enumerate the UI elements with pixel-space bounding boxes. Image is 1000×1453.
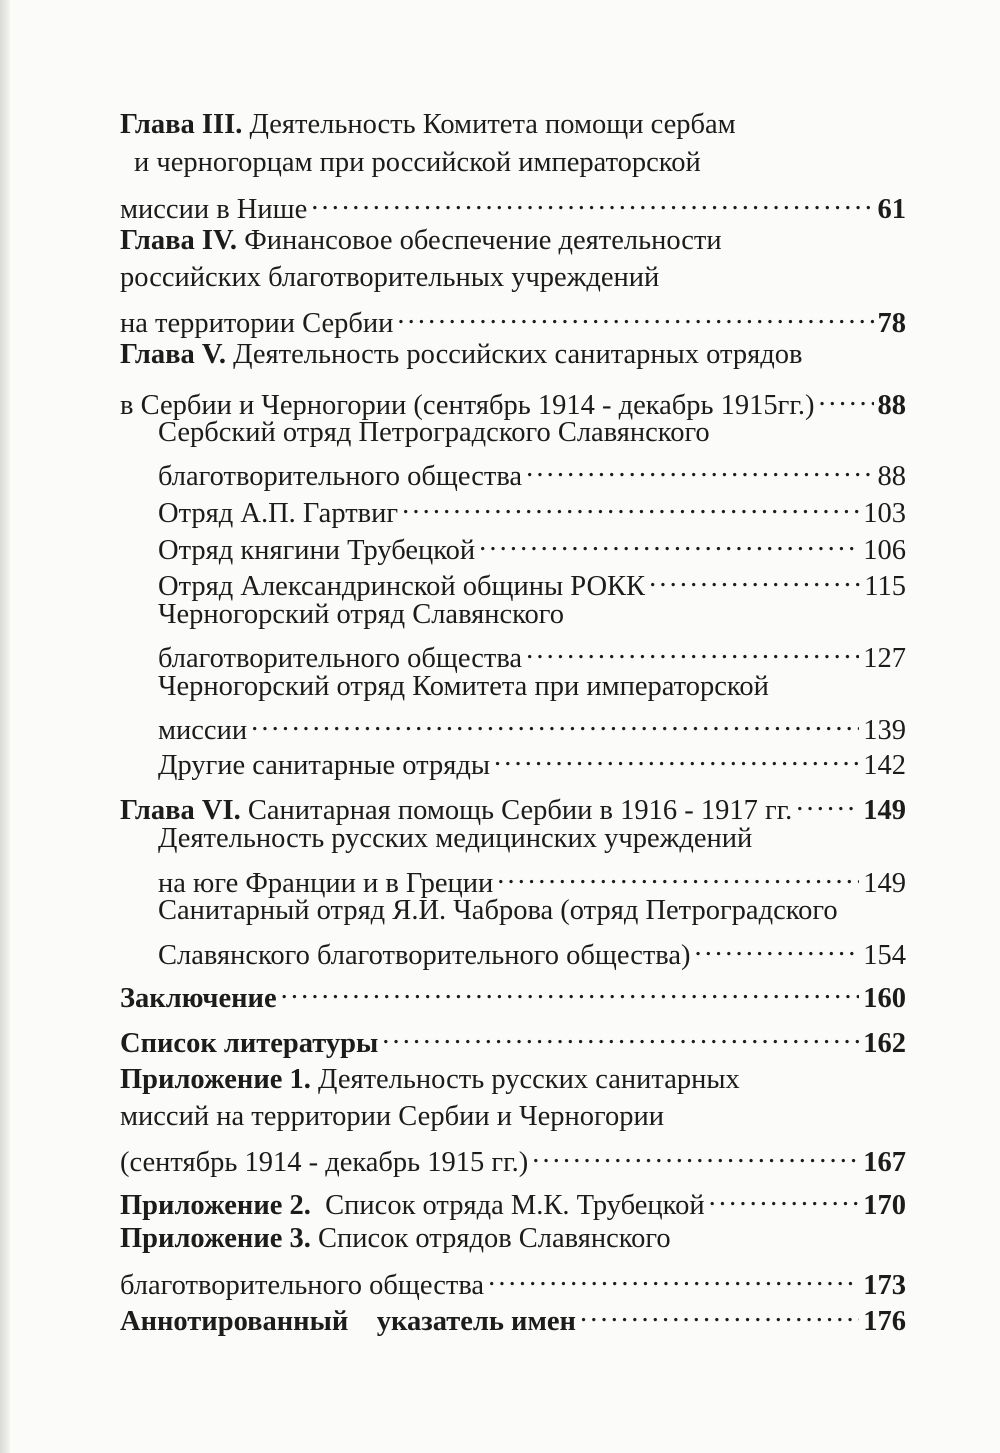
section-title: Отряд княгини Трубецкой <box>158 535 476 566</box>
dot-leader <box>497 858 859 892</box>
section-title: Отряд Александринской общины РОКК <box>158 571 646 602</box>
dot-leader <box>382 1018 859 1052</box>
chapter-title-cont: миссии в Нише <box>120 194 308 225</box>
toc-conclusion <box>120 973 906 1014</box>
toc-chapter-5-line-1 <box>120 338 906 372</box>
dot-leader <box>251 705 859 739</box>
toc-chapter-3-line-3 <box>120 184 906 225</box>
page-number: 173 <box>863 1270 906 1301</box>
toc-bibliography <box>120 1018 906 1059</box>
toc-section-montenegrin-slavic-line-1 <box>158 598 906 632</box>
appendix-title-cont: (сентябрь 1914 - декабрь 1915 гг.) <box>120 1147 529 1178</box>
appendix-title-cont: благотворительного общества <box>120 1270 485 1301</box>
page-number: 139 <box>863 715 906 746</box>
toc-chapter-6 <box>120 785 906 826</box>
toc-section-trubetskaya <box>158 525 906 566</box>
dot-leader <box>580 1296 859 1330</box>
toc-section-serbian-detachment-line-2 <box>158 451 906 492</box>
section-title-cont: благотворительного общества <box>158 461 523 492</box>
appendix-title: Список отряда М.К. Трубецкой <box>325 1190 705 1221</box>
chapter-label: Глава III. <box>120 109 243 140</box>
toc-chapter-5-line-2 <box>120 380 906 421</box>
page-edge-shadow <box>0 0 10 1453</box>
section-title: Деятельность русских медицинских учреждений <box>158 823 753 854</box>
page-number: 106 <box>863 535 906 566</box>
page-number: 127 <box>863 643 906 674</box>
page-number: 78 <box>877 308 906 339</box>
appendix-label: Приложение 3. <box>120 1223 311 1254</box>
toc-section-france-greece-line-1 <box>158 822 906 856</box>
entry-title: Аннотированный указатель имен <box>120 1306 576 1337</box>
page-number: 149 <box>863 868 906 899</box>
page-number: 162 <box>863 1028 906 1059</box>
dot-leader <box>479 525 859 559</box>
page-number: 142 <box>863 750 906 781</box>
page-number: 176 <box>863 1306 906 1337</box>
dot-leader <box>649 561 860 595</box>
dot-leader <box>494 740 859 774</box>
appendix-title: Список отрядов Славянского <box>318 1223 671 1254</box>
dot-leader <box>402 488 859 522</box>
chapter-title: Санитарная помощь Сербии в 1916 - 1917 гг. <box>247 795 793 826</box>
dot-leader <box>532 1137 859 1171</box>
chapter-title-cont: российских благотворительных учреждений <box>120 262 660 293</box>
toc-section-montenegrin-slavic-line-2 <box>158 633 906 674</box>
dot-leader <box>526 633 859 667</box>
dot-leader <box>488 1260 859 1294</box>
toc-section-france-greece-line-2 <box>158 858 906 899</box>
dot-leader <box>709 1180 860 1214</box>
toc-appendix-1-line-2 <box>120 1100 906 1134</box>
toc-chapter-4-line-1 <box>120 224 906 258</box>
page-number: 170 <box>863 1190 906 1221</box>
chapter-title: Деятельность российских санитарных отрядов <box>233 339 803 370</box>
chapter-label: Глава VI. <box>120 795 241 826</box>
section-title-cont: миссии <box>158 715 248 746</box>
toc-appendix-1-line-1 <box>120 1063 906 1097</box>
toc-chapter-4-line-2 <box>120 261 906 295</box>
section-title: Черногорский отряд Комитета при императорской <box>158 671 769 702</box>
chapter-title: Деятельность Комитета помощи сербам <box>249 109 736 140</box>
dot-leader <box>281 973 860 1007</box>
chapter-title-cont: в Сербии и Черногории (сентябрь 1914 - декабрь 1915гг.) <box>120 390 815 421</box>
toc-section-other-detachments <box>158 740 906 781</box>
toc-name-index <box>120 1296 906 1337</box>
section-title: Отряд А.П. Гартвиг <box>158 498 399 529</box>
page-number: 103 <box>863 498 906 529</box>
toc-section-montenegrin-committee-line-1 <box>158 670 906 704</box>
section-title: Сербский отряд Петроградского Славянского <box>158 417 710 448</box>
chapter-label: Глава IV. <box>120 225 238 256</box>
section-title: Черногорский отряд Славянского <box>158 599 565 630</box>
entry-title: Заключение <box>120 983 277 1014</box>
toc-appendix-1-line-3 <box>120 1137 906 1178</box>
appendix-title-cont: миссий на территории Сербии и Черногории <box>120 1101 664 1132</box>
toc-section-hartwig <box>158 488 906 529</box>
section-title: Санитарный отряд Я.И. Чаброва (отряд Петроградского <box>158 895 838 926</box>
page-number: 88 <box>877 461 906 492</box>
page-number: 61 <box>877 194 906 225</box>
toc-section-chabrov-line-1 <box>158 894 906 928</box>
dot-leader <box>311 184 873 218</box>
toc-chapter-3-line-1 <box>120 108 906 142</box>
dot-leader <box>796 785 859 819</box>
toc-chapter-4-line-3 <box>120 298 906 339</box>
toc-appendix-3-line-2 <box>120 1260 906 1301</box>
dot-leader <box>695 930 860 964</box>
appendix-title: Деятельность русских санитарных <box>318 1064 740 1095</box>
appendix-label: Приложение 2. <box>120 1190 311 1221</box>
appendix-label: Приложение 1. <box>120 1064 311 1095</box>
toc-appendix-2 <box>120 1180 906 1221</box>
section-title-cont: на юге Франции и в Греции <box>158 868 494 899</box>
chapter-label: Глава V. <box>120 339 226 370</box>
dot-leader <box>397 298 873 332</box>
chapter-title: Финансовое обеспечение деятельности <box>244 225 722 256</box>
toc-appendix-3-line-1 <box>120 1222 906 1256</box>
page-number: 154 <box>863 940 906 971</box>
toc-chapter-3-line-2 <box>134 146 920 180</box>
chapter-title-cont: на территории Сербии <box>120 308 394 339</box>
page-number: 149 <box>863 795 906 826</box>
section-title: Другие санитарные отряды <box>158 750 490 781</box>
entry-title: Список литературы <box>120 1028 379 1059</box>
page-number: 88 <box>877 390 906 421</box>
chapter-title-cont: и черногорцам при российской императорской <box>134 147 701 178</box>
section-title-cont: благотворительного общества <box>158 643 523 674</box>
dot-leader <box>818 380 873 414</box>
toc-section-chabrov-line-2 <box>158 930 906 971</box>
toc-section-serbian-detachment-line-1 <box>158 416 906 450</box>
page-number: 115 <box>864 571 906 602</box>
toc-section-alexandrinskaya <box>158 561 906 602</box>
dot-leader <box>526 451 873 485</box>
section-title-cont: Славянского благотворительного общества) <box>158 940 691 971</box>
page-number: 160 <box>863 983 906 1014</box>
page-number: 167 <box>863 1147 906 1178</box>
toc-section-montenegrin-committee-line-2 <box>158 705 906 746</box>
